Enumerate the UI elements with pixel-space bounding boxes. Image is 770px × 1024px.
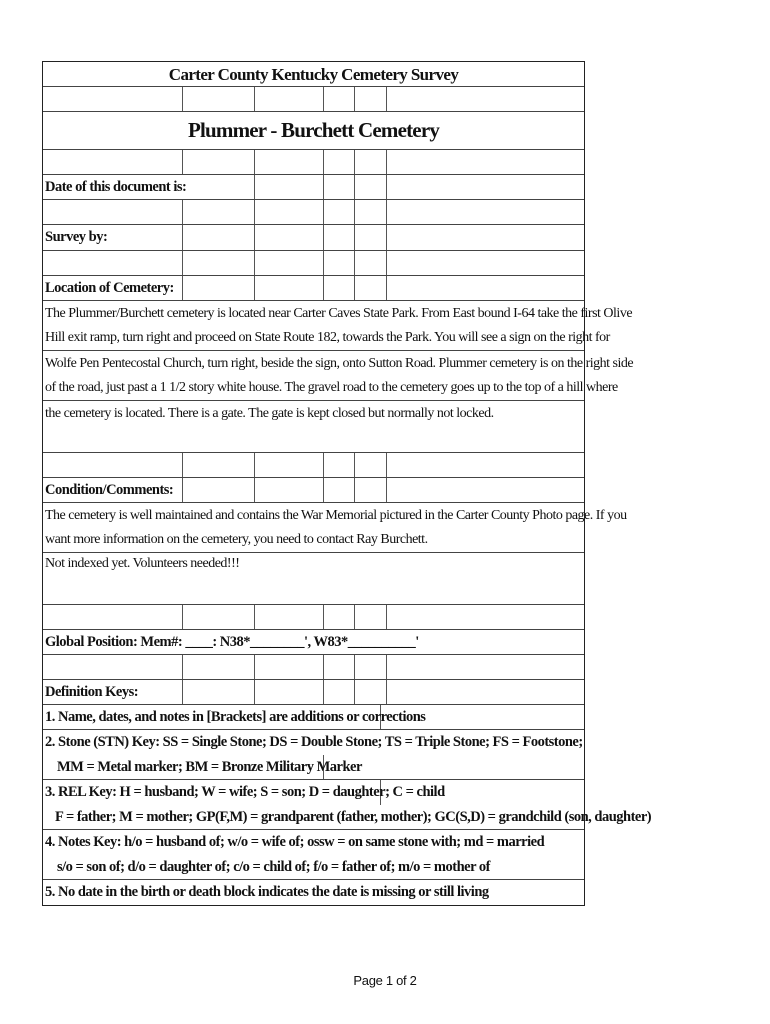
gps-row: [43, 630, 584, 655]
spacer-row: [43, 200, 584, 225]
definitions-label-row: [43, 680, 584, 705]
definition-line: [43, 705, 584, 730]
survey-title: Carter County Kentucky Cemetery Survey: [168, 64, 459, 84]
gps-line: Global Position: Mem#: ____: N38*________', W83*__________': [45, 633, 419, 650]
location-label: Location of Cemetery:: [45, 276, 180, 300]
definition-line: [43, 755, 584, 780]
location-text: of the road, just past a 1 1/2 story white house. The gravel road to the cemetery goes up to the top of a hill where: [45, 380, 618, 395]
definition-line: [43, 855, 584, 880]
definition-text: F = father; M = mother; GP(F,M) = grandparent (father, mother); GC(S,D) = grandchild (son, daughter): [55, 808, 652, 825]
definitions-label: Definition Keys:: [45, 680, 144, 704]
spacer-row: [43, 453, 584, 478]
condition-line: [43, 503, 627, 528]
cemetery-name-row: [43, 112, 584, 150]
cemetery-survey-form: [42, 61, 652, 906]
definition-line: [43, 880, 584, 905]
spacer-row: [43, 87, 584, 112]
date-label: Date of this document is:: [45, 175, 192, 199]
location-line: [43, 401, 584, 453]
survey-by-label: Survey by:: [45, 225, 113, 250]
location-text: Wolfe Pen Pentecostal Church, turn right, beside the sign, onto Sutton Road. Plummer cemetery is on the right side: [45, 355, 634, 371]
definition-text: 2. Stone (STN) Key: SS = Single Stone; DS = Double Stone; TS = Triple Stone; FS = Footstone;: [45, 734, 583, 751]
page-number: Page 1 of 2: [353, 973, 417, 988]
location-text: The Plummer/Burchett cemetery is located near Carter Caves State Park. From East bound I-64 take the first Olive: [45, 305, 633, 321]
location-text: Hill exit ramp, turn right and proceed on State Route 182, towards the Park. You will see a sign on the right for: [45, 330, 610, 345]
location-line: [43, 326, 610, 351]
definition-text: 4. Notes Key: h/o = husband of; w/o = wife of; ossw = on same stone with; md = married: [45, 834, 545, 851]
location-line: [43, 351, 634, 376]
spacer-row: [43, 655, 584, 680]
definition-text: 5. No date in the birth or death block indicates the date is missing or still living: [45, 884, 489, 901]
spacer-row: [43, 251, 584, 276]
spacer-row: [43, 605, 584, 630]
date-row: [43, 175, 584, 200]
survey-title-row: [43, 62, 584, 87]
condition-text: Not indexed yet. Volunteers needed!!!: [45, 556, 240, 571]
location-line: [43, 301, 633, 326]
definition-text: 1. Name, dates, and notes in [Brackets] are additions or corrections: [45, 708, 426, 725]
definition-line: [43, 830, 584, 855]
cemetery-name: Plummer - Burchett Cemetery: [187, 118, 440, 142]
spacer-row: [43, 150, 584, 175]
condition-text: want more information on the cemetery, you need to contact Ray Burchett.: [45, 532, 428, 547]
definition-text: 3. REL Key: H = husband; W = wife; S = son; D = daughter; C = child: [45, 784, 445, 801]
definition-line: [43, 730, 584, 755]
definition-line: [43, 805, 652, 830]
condition-label: Condition/Comments:: [45, 478, 179, 502]
condition-label-row: [43, 478, 584, 503]
condition-line: [43, 528, 584, 553]
condition-text: The cemetery is well maintained and contains the War Memorial pictured in the Carter County Photo page. If you: [45, 507, 627, 523]
location-label-row: [43, 276, 584, 301]
condition-line: [43, 553, 584, 605]
survey-by-row: [43, 225, 584, 251]
definition-line: [43, 780, 584, 805]
definition-text: MM = Metal marker; BM = Bronze Military Marker: [57, 758, 362, 775]
definition-text: s/o = son of; d/o = daughter of; c/o = child of; f/o = father of; m/o = mother of: [57, 858, 490, 875]
location-line: [43, 376, 618, 401]
location-text: the cemetery is located. There is a gate. The gate is kept closed but normally not locked.: [45, 406, 494, 421]
